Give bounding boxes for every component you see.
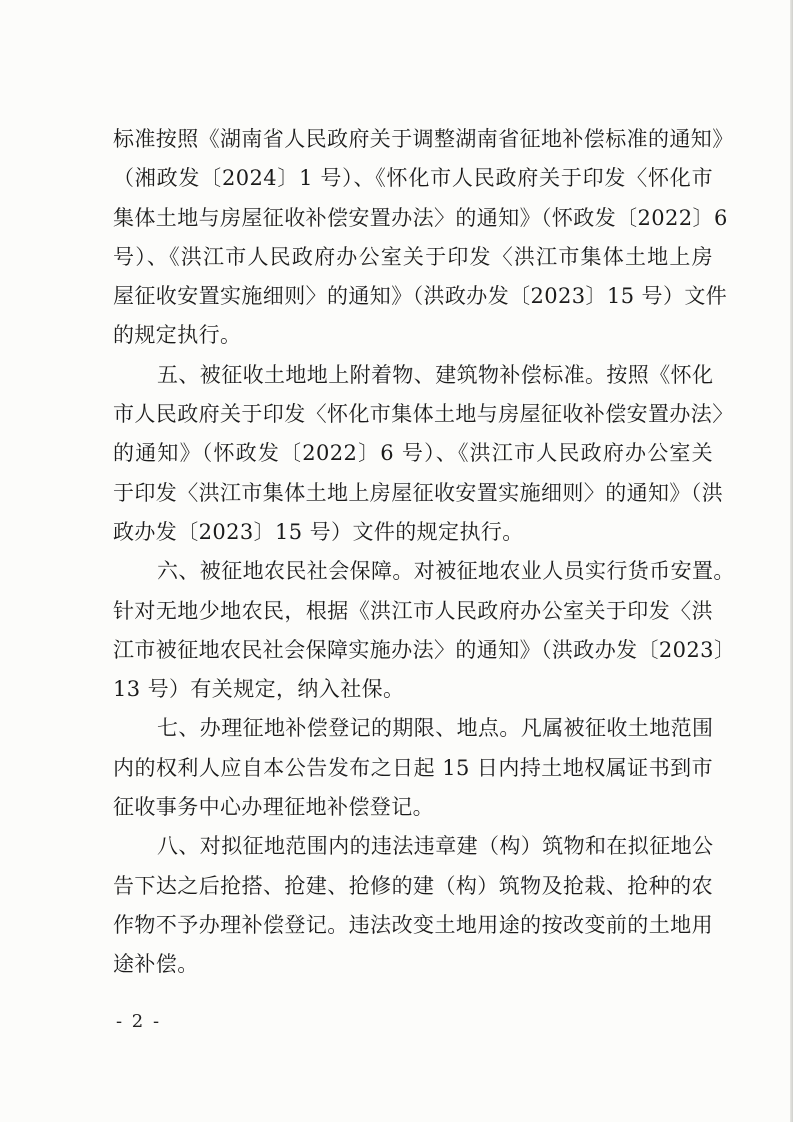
text-line: 针对无地少地农民，根据《洪江市人民政府办公室关于印发〈洪 xyxy=(113,598,713,623)
text-line: 市人民政府关于印发〈怀化市集体土地与房屋征收补偿安置办法〉 xyxy=(113,402,734,427)
section-seven-heading: 七、办理征地补偿登记的期限、地点。凡属被征收土地范围 xyxy=(157,716,714,741)
section-five-heading: 五、被征收土地地上附着物、建筑物补偿标准。按照《怀化 xyxy=(157,362,714,387)
text-line: 号）、《洪江市人民政府办公室关于印发〈洪江市集体土地上房 xyxy=(113,244,713,269)
section-six-heading: 六、被征地农民社会保障。对被征地农业人员实行货币安置。 xyxy=(157,559,735,584)
text-line: 途补偿。 xyxy=(113,952,199,977)
text-line: 于印发〈洪江市集体土地上房屋征收安置实施细则〉的通知》（洪 xyxy=(113,480,724,505)
page-number: - 2 - xyxy=(116,1011,162,1032)
text-line: （湘政发〔2024〕1 号）、《怀化市人民政府关于印发〈怀化市 xyxy=(113,166,713,191)
text-line: 告下达之后抢搭、抢建、抢修的建（构）筑物及抢栽、抢种的农 xyxy=(113,873,713,898)
text-line: 作物不予办理补偿登记。违法改变土地用途的按改变前的土地用 xyxy=(113,912,713,937)
text-line: 13 号）有关规定，纳入社保。 xyxy=(113,677,405,702)
text-line: 屋征收安置实施细则〉的通知》（洪政办发〔2023〕15 号）文件 xyxy=(113,284,728,309)
text-line: 集体土地与房屋征收补偿安置办法〉的通知》（怀政发〔2022〕6 xyxy=(113,205,728,230)
document-body xyxy=(113,120,736,985)
text-line: 内的权利人应自本公告发布之日起 15 日内持土地权属证书到市 xyxy=(113,755,713,780)
text-line: 的规定执行。 xyxy=(113,323,242,348)
text-line: 的通知》（怀政发〔2022〕6 号）、《洪江市人民政府办公室关 xyxy=(113,441,713,466)
text-line: 政办发〔2023〕15 号）文件的规定执行。 xyxy=(113,519,524,544)
text-line: 江市被征地农民社会保障实施办法〉的通知》（洪政办发〔2023〕 xyxy=(113,637,736,662)
text-line: 标准按照《湖南省人民政府关于调整湖南省征地补偿标准的通知》 xyxy=(113,127,734,151)
section-eight-heading: 八、对拟征地范围内的违法违章建（构）筑物和在拟征地公 xyxy=(157,834,714,859)
text-line: 征收事务中心办理征地补偿登记。 xyxy=(113,795,434,820)
